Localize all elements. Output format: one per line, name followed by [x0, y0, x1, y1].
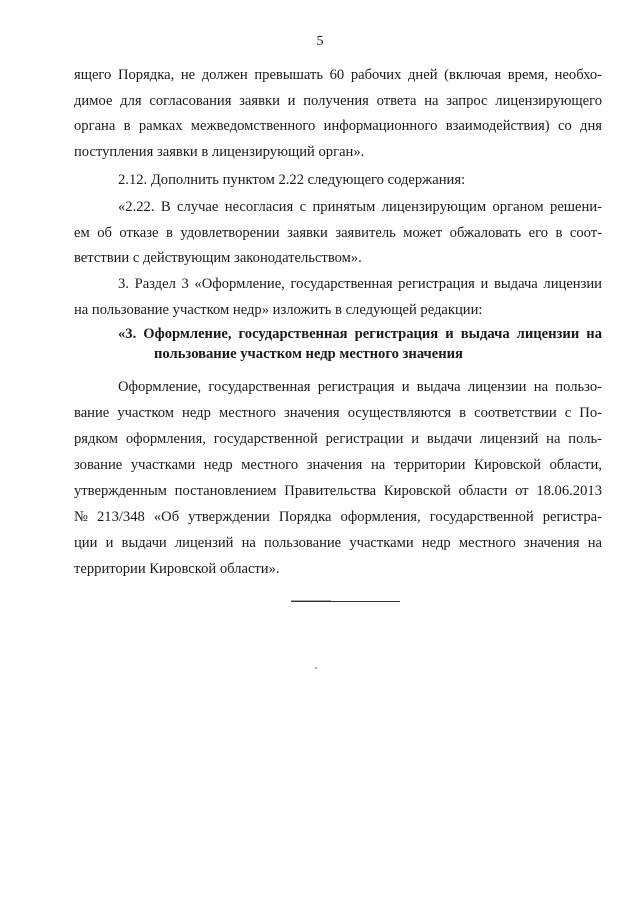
text-line: поступления заявки в лицензирующий орган». — [74, 144, 365, 160]
text-line: на пользование участком недр» изложить в следующей редакции: — [74, 302, 483, 318]
page-number: 5 — [316, 34, 324, 49]
text-line: территории Кировской области». — [74, 561, 280, 577]
text-line: вание участком недр местного значения осуществляются в соответствии с По- — [74, 405, 602, 421]
text-line: органа в рамках межведомственного информационного взаимодействия) со дня — [74, 118, 602, 134]
text-line: ции и выдачи лицензий на пользование участками недр местного значения на — [74, 535, 602, 551]
text-line: № 213/348 «Об утверждении Порядка оформления, государственной регистра- — [74, 509, 602, 525]
text-line: 2.12. Дополнить пунктом 2.22 следующего содержания: — [118, 172, 466, 188]
text-line: утвержденным постановлением Правительства Кировской области от 18.06.2013 — [74, 483, 602, 499]
text-line: ящего Порядка, не должен превышать 60 рабочих дней (включая время, необхо- — [74, 67, 602, 83]
scan-speck — [315, 667, 317, 669]
text-line: 3. Раздел 3 «Оформление, государственная регистрация и выдача лицензии — [118, 276, 602, 292]
text-line: ветствии с действующим законодательством». — [74, 250, 362, 266]
text-line: ем об отказе в удовлетворении заявки заявитель может обжаловать его в соот- — [74, 225, 602, 241]
section-heading-line: «3. Оформление, государственная регистрация и выдача лицензии на — [118, 326, 602, 342]
text-line: рядком оформления, государственной регистрации и выдачи лицензий на поль- — [74, 431, 602, 447]
section-heading-line: пользование участком недр местного значения — [154, 346, 463, 362]
text-line: димое для согласования заявки и получения ответа на запрос лицензирующего — [74, 93, 602, 109]
end-divider — [291, 601, 400, 602]
text-line: зование участками недр местного значения на территории Кировской области, — [74, 457, 602, 473]
text-line: «2.22. В случае несогласия с принятым лицензирующим органом решени- — [118, 199, 602, 215]
text-line: Оформление, государственная регистрация и выдача лицензии на пользо- — [118, 379, 602, 395]
